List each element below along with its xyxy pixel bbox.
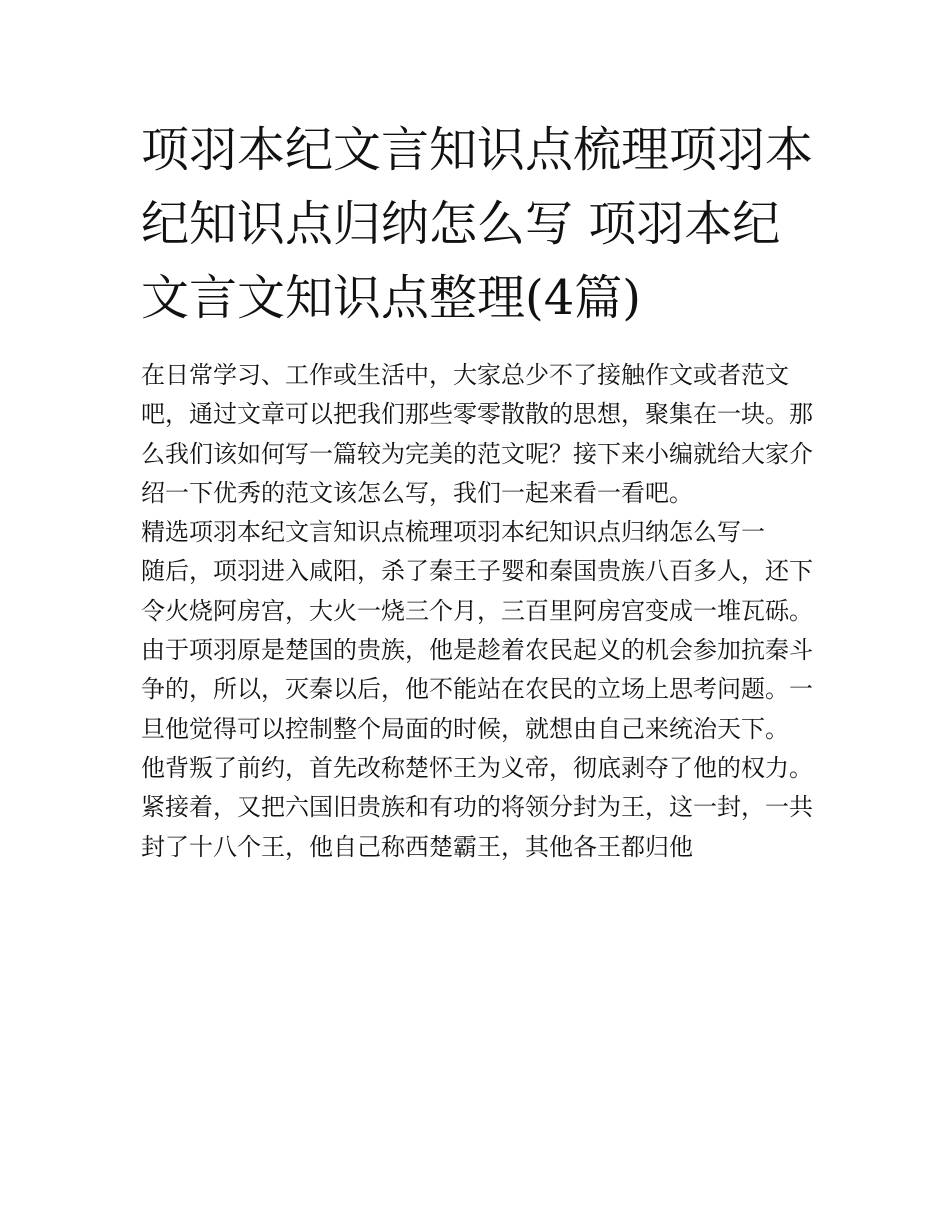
body-paragraph: 他背叛了前约，首先改称楚怀王为义帝，彻底剥夺了他的权力。紧接着，又把六国旧贵族和有功的将领分封为王，这一封，一共封了十八个王，他自己称西楚霸王，其他各王都归他 <box>141 753 813 861</box>
body-paragraph: 由于项羽原是楚国的贵族，他是趁着农民起义的机会参加抗秦斗争的，所以，灭秦以后，他不能站在农民的立场上思考问题。一旦他觉得可以控制整个局面的时候，就想由自己来统治天下。 <box>141 636 813 743</box>
intro-paragraph: 在日常学习、工作或生活中，大家总少不了接触作文或者范文吧，通过文章可以把我们那些零零散散的思想，聚集在一块。那么我们该如何写一篇较为完美的范文呢？接下来小编就给大家介绍一下优秀的范文该怎么写，我们一起来看一看吧。 <box>141 361 813 507</box>
document-title: 项羽本纪文言知识点梳理项羽本纪知识点归纳怎么写 项羽本纪文言文知识点整理(4篇) <box>141 122 814 326</box>
document-body <box>141 356 821 867</box>
body-paragraph: 随后，项羽进入咸阳，杀了秦王子婴和秦国贵族八百多人，还下令火烧阿房宫，大火一烧三个月，三百里阿房宫变成一堆瓦砾。 <box>141 557 813 625</box>
section-heading: 精选项羽本纪文言知识点梳理项羽本纪知识点归纳怎么写一 <box>141 518 765 547</box>
